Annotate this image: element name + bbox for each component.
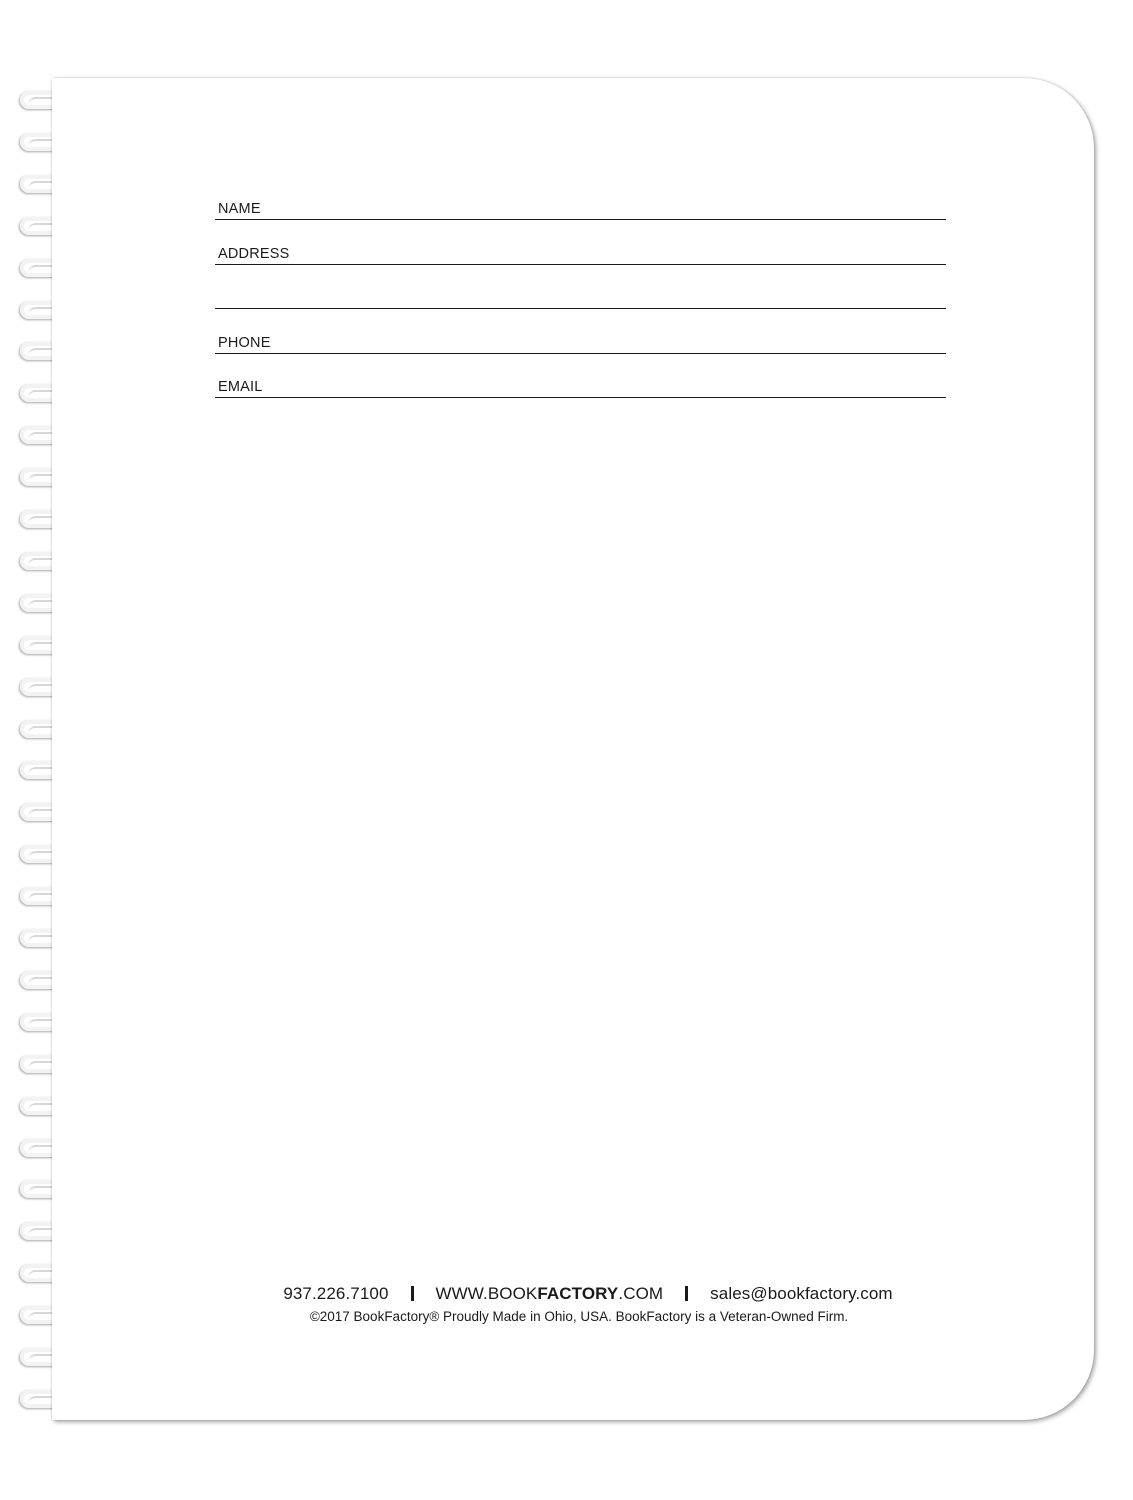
name-field[interactable]: [215, 176, 946, 220]
phone-field[interactable]: [215, 310, 946, 354]
phone-label: PHONE: [218, 334, 271, 351]
separator-bar: [685, 1286, 688, 1301]
contact-info-form: [215, 176, 946, 399]
name-label: NAME: [218, 201, 261, 217]
notebook-page: [52, 78, 1094, 1420]
email-field[interactable]: [215, 354, 946, 398]
address-line-2-field[interactable]: [215, 265, 946, 309]
footer-copyright: ©2017 BookFactory® Proudly Made in Ohio, USA. BookFactory is a Veteran-Owned Firm.: [309, 1309, 849, 1324]
footer-website[interactable]: [436, 1284, 664, 1303]
address-field[interactable]: [215, 221, 946, 265]
footer-email[interactable]: sales@bookfactory.com: [710, 1284, 893, 1303]
website-suffix: .COM: [618, 1284, 664, 1303]
address-label: ADDRESS: [218, 245, 290, 262]
website-prefix: WWW.BOOK: [435, 1284, 538, 1303]
website-bold: FACTORY: [537, 1284, 619, 1303]
footer-phone: 937.226.7100: [283, 1284, 389, 1303]
footer: [52, 1284, 1094, 1324]
footer-contact-line: [82, 1284, 1094, 1304]
email-label: EMAIL: [218, 379, 263, 395]
separator-bar: [411, 1286, 414, 1301]
